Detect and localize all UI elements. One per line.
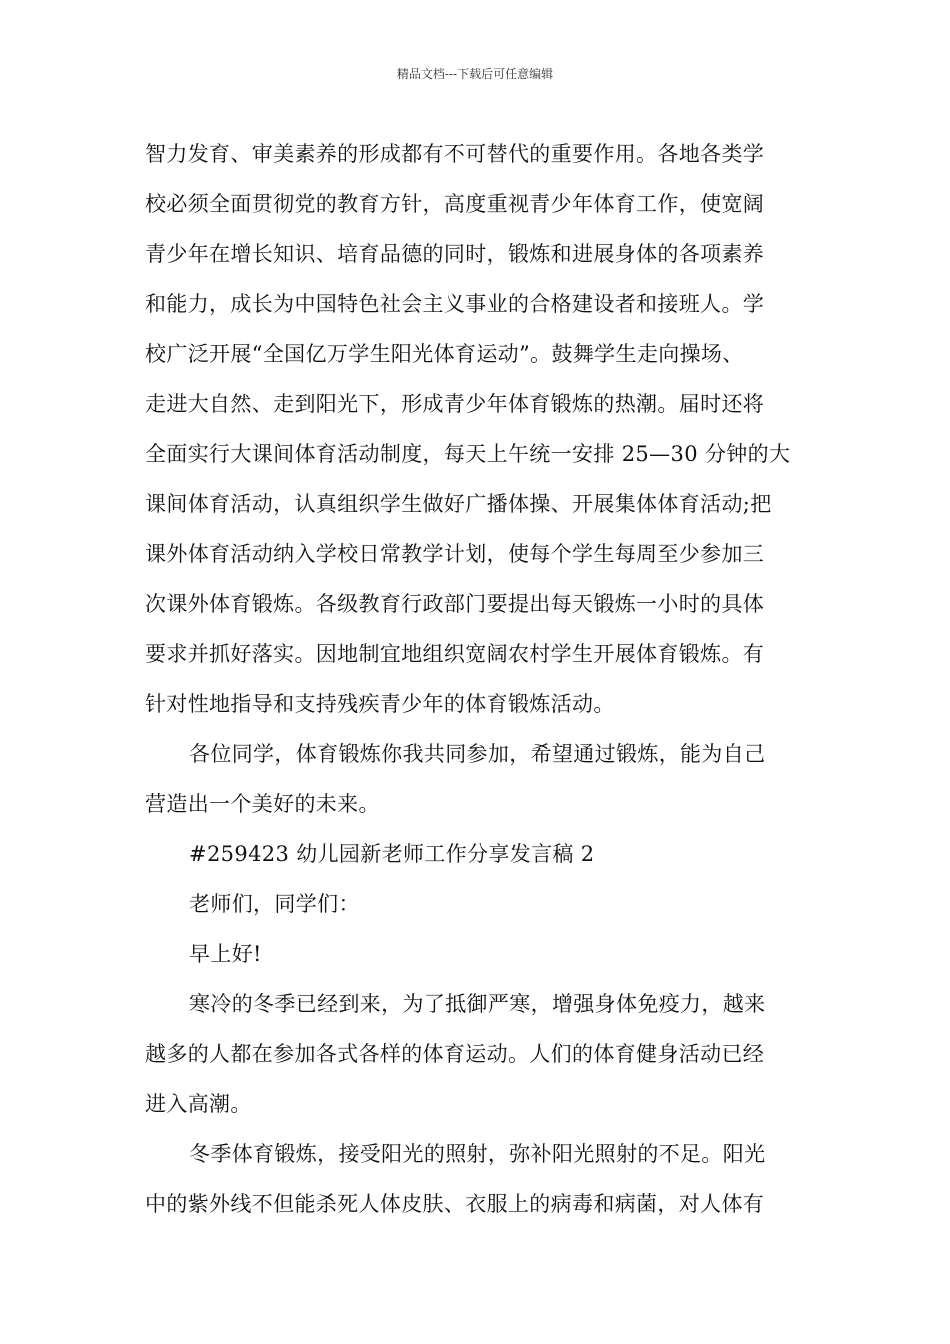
text-line: 次课外体育锻炼。各级教育行政部门要提出每天锻炼一小时的具体 bbox=[145, 592, 765, 616]
paragraph-start-line: 冬季体育锻炼，接受阳光的照射，弥补阳光照射的不足。阳光 bbox=[189, 1142, 766, 1166]
section-title: #259423 幼儿园新老师工作分享发言稿 2 bbox=[189, 842, 595, 866]
text-line: 课外体育活动纳入学校日常教学计划，使每个学生每周至少参加三 bbox=[145, 542, 765, 566]
text-line: 校必须全面贯彻党的教育方针，高度重视青少年体育工作，使宽阔 bbox=[145, 192, 765, 216]
text-line: 进入高潮。 bbox=[145, 1092, 252, 1116]
text-line: 全面实行大课间体育活动制度，每天上午统一安排 25—30 分钟的大 bbox=[145, 442, 791, 466]
page-header: 精品文档---下载后可任意编辑 bbox=[396, 67, 554, 81]
text-line: 走进大自然、走到阳光下，形成青少年体育锻炼的热潮。届时还将 bbox=[145, 392, 765, 416]
greeting: 早上好! bbox=[189, 942, 262, 966]
document-body bbox=[145, 129, 807, 1229]
text-line: 针对性地指导和支持残疾青少年的体育锻炼活动。 bbox=[145, 692, 615, 716]
text-line: 智力发育、审美素养的形成都有不可替代的重要作用。各地各类学 bbox=[145, 142, 765, 166]
text-line: 和能力，成长为中国特色社会主义事业的合格建设者和接班人。学 bbox=[145, 292, 765, 316]
paragraph-start-line: 各位同学，体育锻炼你我共同参加，希望通过锻炼，能为自己 bbox=[189, 742, 766, 766]
text-line: 青少年在增长知识、培育品德的同时，锻炼和进展身体的各项素养 bbox=[145, 242, 765, 266]
text-line: 课间体育活动，认真组织学生做好广播体操、开展集体体育活动;把 bbox=[145, 492, 772, 516]
paragraph-start-line: 寒冷的冬季已经到来，为了抵御严寒，增强身体免疫力，越来 bbox=[189, 992, 766, 1016]
salutation: 老师们，同学们： bbox=[189, 892, 360, 916]
text-line: 要求并抓好落实。因地制宜地组织宽阔农村学生开展体育锻炼。有 bbox=[145, 642, 765, 666]
text-line: 越多的人都在参加各式各样的体育运动。人们的体育健身活动已经 bbox=[145, 1042, 765, 1066]
text-line: 中的紫外线不但能杀死人体皮肤、衣服上的病毒和病菌，对人体有 bbox=[145, 1192, 765, 1216]
text-line: 校广泛开展“全国亿万学生阳光体育运动”。鼓舞学生走向操场、 bbox=[145, 342, 744, 366]
text-line: 营造出一个美好的未来。 bbox=[145, 792, 380, 816]
